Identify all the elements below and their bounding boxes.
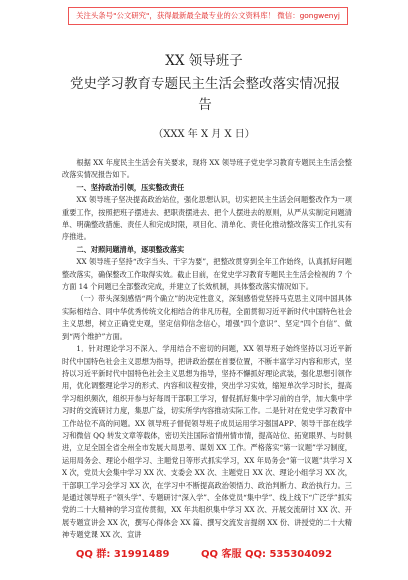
paragraph: 1．针对理论学习不深入、学用结合不密切的问题，XX 领导班子始终坚持以习近平新时代中国特色社会主义思想为指导，把讲政治摆在首要位置，不断丰富学习内容和形式，坚持以习近平新时代中国特色社会主义思想为指导，坚持不懈抓好理论武装，强化思想引领作用，优化调整理论学习的形式、内容和议程安排，突出学习实效，缩短单次学习时长，提高学习组织频次，组织开参与好每周干部职工学习，督促抓好集中学习前的自学，加大集中学习时的交流研讨力度，集思广益，切实所学内容推动实际工作。二是针对在党史学习教育中工作站位不高的问题。XX 领导班子督促领导班子成员运用学习强国APP、领导干部在线学习和微信 QQ 转发文章等载体，密切关注国际省情州情市情，提高站位、拓宽眼界、与时俱进，立足全国全省全州全市发展大局思考、谋划 XX 工作。严格落实“第一议题”学习制度，运用局务会、理论小组学习、主题党日等形式抓实学习，XX 年局务会“第一议题”共学习 XX 次，党员大会集中学习 XX 次、支委会 XX 次、主题党日 XX 次、理论小组学习 XX 次，干部职工学习会学习 XX 次，在学习中不断提高政治领悟力、政治判断力、政治执行力。三是通过领导班子“领头学”、专题研讨“深入学”、全体党员“集中学”、线上线下“广泛学”抓实党的二十大精神的学习宣传贯彻，XX 年共组织集中学习 XX 次、开展交流研讨 XX 次、开展专题宣讲会 XX 次，撰写心得体会 XX 篇、撰写交流发言提纲 XX 份、讲授党的二十大精神专题党课 XX 次、宣讲	[62, 344, 352, 540]
paragraph: XX 领导班子坚持“改字当头、干字为要”，把整改贯穿到全年工作始终，认真抓好问题整改落实，确保整改工作取得实效。截止目前，在党史学习教育专题民主生活会检视的 7 个方面 14 个问题已全部整改完成，并建立了长效机制，具体整改落实情况如下。	[62, 257, 352, 292]
footer-contact	[0, 545, 408, 560]
doc-body	[62, 157, 352, 542]
doc-title-line1: XX 领导班子	[165, 53, 243, 69]
paragraph-intro: 根据 XX 年度民主生活会有关要求，现将 XX 领导班子党史学习教育专题民主生活会整改落实情况报告如下。	[62, 158, 352, 180]
doc-title-line2: 党史学习教育专题民主生活会整改落实情况报告	[70, 76, 340, 113]
section-heading-1: 一、坚持政治引领，压实整改责任	[76, 182, 185, 192]
doc-date: （XXX 年 X 月 X 日）	[153, 129, 255, 140]
qq-service-text: QQ 客服 QQ: 535304092	[201, 549, 333, 560]
paragraph: （一）带头深刻感悟“两个确立”的决定性意义，深刻感悟党坚持马克思主义同中国具体实际相结合、同中华优秀传统文化相结合的非凡历程，全面贯彻习近平新时代中国特色社会主义思想，树立正确党史观，坚定信仰信念信心，增强“四个意识”、坚定“四个自信”、做到“两个维护”方面。	[62, 294, 352, 341]
section-heading-2: 二、对照问题清单，逐项整改落实	[76, 244, 185, 254]
header-banner: 关注头条号"公文研究"，获得最新最全最专业的公文资料库！ 微信：gongwenyj	[68, 7, 348, 25]
qq-group-text: QQ 群: 31991489	[75, 549, 170, 560]
paragraph: XX 领导班子坚决提高政治站位，强化思想认识，切实把民主生活会问题整改作为一项重要工作，按照把班子摆进去、把职责摆进去、把个人摆进去的原则，从严从实制定问题清单、明确整改措施、责任人和完成时限，项目化、清单化、责任化推动整改落实工作扎实有序推进。	[62, 195, 352, 242]
